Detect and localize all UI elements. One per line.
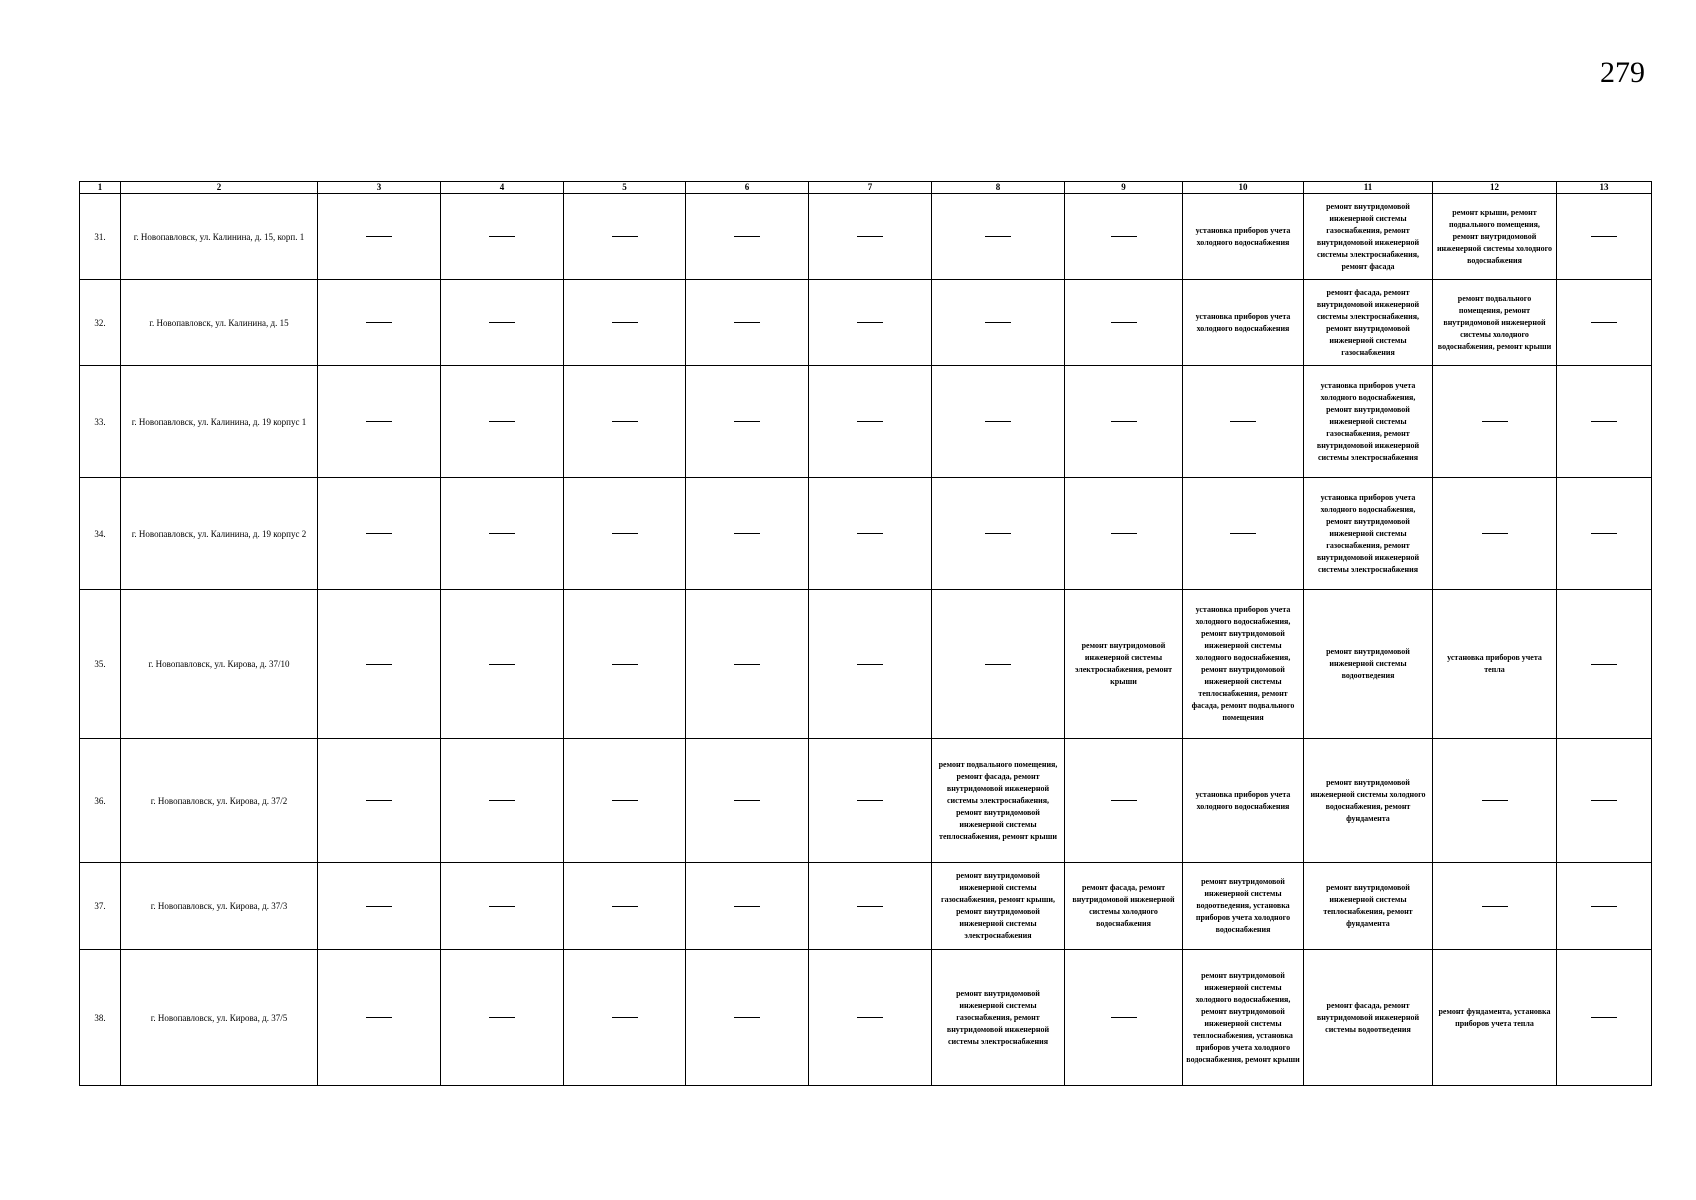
dash-mark bbox=[366, 421, 392, 422]
address-cell: г. Новопавловск, ул. Кирова, д. 37/5 bbox=[121, 950, 318, 1086]
empty-cell-dash bbox=[1557, 194, 1652, 280]
header-cell: 10 bbox=[1183, 182, 1304, 194]
empty-cell-dash bbox=[318, 194, 441, 280]
page-number: 279 bbox=[1600, 56, 1645, 89]
work-description-cell: установка приборов учета холодного водоснабжения bbox=[1183, 739, 1304, 863]
empty-cell-dash bbox=[564, 194, 686, 280]
dash-mark bbox=[612, 236, 638, 237]
work-description-cell: ремонт внутридомовой инженерной системы газоснабжения, ремонт внутридомовой инженерной системы электроснабжения, ремонт фасада bbox=[1304, 194, 1433, 280]
header-cell: 13 bbox=[1557, 182, 1652, 194]
address-cell: г. Новопавловск, ул. Кирова, д. 37/3 bbox=[121, 863, 318, 950]
row-number: 36. bbox=[80, 739, 121, 863]
empty-cell-dash bbox=[932, 366, 1065, 478]
work-description-cell: ремонт фасада, ремонт внутридомовой инженерной системы электроснабжения, ремонт внутридомовой инженерной системы газоснабжения bbox=[1304, 280, 1433, 366]
dash-mark bbox=[1482, 800, 1508, 801]
header-cell: 9 bbox=[1065, 182, 1183, 194]
row-number: 38. bbox=[80, 950, 121, 1086]
work-description-cell: ремонт внутридомовой инженерной системы газоснабжения, ремонт крыши, ремонт внутридомовой инженерной системы электроснабжения bbox=[932, 863, 1065, 950]
empty-cell-dash bbox=[441, 366, 564, 478]
empty-cell-dash bbox=[809, 280, 932, 366]
empty-cell-dash bbox=[1065, 739, 1183, 863]
empty-cell-dash bbox=[686, 590, 809, 739]
dash-mark bbox=[1230, 421, 1256, 422]
row-number: 35. bbox=[80, 590, 121, 739]
work-description-cell: установка приборов учета холодного водоснабжения, ремонт внутридомовой инженерной системы газоснабжения, ремонт внутридомовой инженерной системы электроснабжения bbox=[1304, 366, 1433, 478]
row-number: 34. bbox=[80, 478, 121, 590]
dash-mark bbox=[734, 421, 760, 422]
address-cell: г. Новопавловск, ул. Кирова, д. 37/10 bbox=[121, 590, 318, 739]
dash-mark bbox=[612, 800, 638, 801]
dash-mark bbox=[612, 533, 638, 534]
dash-mark bbox=[734, 800, 760, 801]
empty-cell-dash bbox=[809, 478, 932, 590]
empty-cell-dash bbox=[318, 280, 441, 366]
address-cell: г. Новопавловск, ул. Калинина, д. 15, корп. 1 bbox=[121, 194, 318, 280]
dash-mark bbox=[489, 664, 515, 665]
header-cell: 11 bbox=[1304, 182, 1433, 194]
empty-cell-dash bbox=[564, 280, 686, 366]
empty-cell-dash bbox=[441, 863, 564, 950]
dash-mark bbox=[1591, 236, 1617, 237]
empty-cell-dash bbox=[441, 590, 564, 739]
empty-cell-dash bbox=[686, 280, 809, 366]
dash-mark bbox=[366, 800, 392, 801]
address-cell: г. Новопавловск, ул. Кирова, д. 37/2 bbox=[121, 739, 318, 863]
dash-mark bbox=[366, 664, 392, 665]
empty-cell-dash bbox=[686, 739, 809, 863]
dash-mark bbox=[857, 664, 883, 665]
dash-mark bbox=[1111, 322, 1137, 323]
dash-mark bbox=[612, 421, 638, 422]
dash-mark bbox=[734, 906, 760, 907]
dash-mark bbox=[1591, 533, 1617, 534]
table-row bbox=[80, 366, 1652, 478]
dash-mark bbox=[489, 906, 515, 907]
dash-mark bbox=[612, 664, 638, 665]
table-row bbox=[80, 950, 1652, 1086]
empty-cell-dash bbox=[1433, 863, 1557, 950]
dash-mark bbox=[857, 906, 883, 907]
empty-cell-dash bbox=[1433, 478, 1557, 590]
empty-cell-dash bbox=[932, 280, 1065, 366]
empty-cell-dash bbox=[809, 590, 932, 739]
empty-cell-dash bbox=[441, 478, 564, 590]
dash-mark bbox=[857, 421, 883, 422]
work-description-cell: установка приборов учета холодного водоснабжения bbox=[1183, 194, 1304, 280]
dash-mark bbox=[857, 322, 883, 323]
work-description-cell: ремонт внутридомовой инженерной системы теплоснабжения, ремонт фундамента bbox=[1304, 863, 1433, 950]
dash-mark bbox=[489, 236, 515, 237]
empty-cell-dash bbox=[318, 590, 441, 739]
dash-mark bbox=[1111, 1017, 1137, 1018]
work-description-cell: ремонт фундамента, установка приборов учета тепла bbox=[1433, 950, 1557, 1086]
empty-cell-dash bbox=[318, 950, 441, 1086]
dash-mark bbox=[489, 322, 515, 323]
empty-cell-dash bbox=[318, 366, 441, 478]
dash-mark bbox=[612, 1017, 638, 1018]
work-description-cell: установка приборов учета холодного водоснабжения bbox=[1183, 280, 1304, 366]
dash-mark bbox=[1591, 664, 1617, 665]
dash-mark bbox=[1591, 322, 1617, 323]
work-description-cell: ремонт внутридомовой инженерной системы электроснабжения, ремонт крыши bbox=[1065, 590, 1183, 739]
works-table bbox=[79, 181, 1652, 1086]
dash-mark bbox=[489, 1017, 515, 1018]
empty-cell-dash bbox=[1183, 478, 1304, 590]
empty-cell-dash bbox=[1557, 366, 1652, 478]
work-description-cell: ремонт фасада, ремонт внутридомовой инженерной системы водоотведения bbox=[1304, 950, 1433, 1086]
header-cell: 8 bbox=[932, 182, 1065, 194]
empty-cell-dash bbox=[318, 739, 441, 863]
work-description-cell: ремонт внутридомовой инженерной системы холодного водоснабжения, ремонт внутридомовой инженерной системы теплоснабжения, установка приборов учета холодного водоснабжения, ремонт крыши bbox=[1183, 950, 1304, 1086]
empty-cell-dash bbox=[1557, 280, 1652, 366]
dash-mark bbox=[857, 1017, 883, 1018]
dash-mark bbox=[489, 533, 515, 534]
header-row bbox=[80, 182, 1652, 194]
dash-mark bbox=[734, 1017, 760, 1018]
dash-mark bbox=[857, 533, 883, 534]
table-row bbox=[80, 590, 1652, 739]
dash-mark bbox=[366, 533, 392, 534]
dash-mark bbox=[1591, 421, 1617, 422]
header-cell: 5 bbox=[564, 182, 686, 194]
empty-cell-dash bbox=[1065, 280, 1183, 366]
empty-cell-dash bbox=[1557, 590, 1652, 739]
header-cell: 1 bbox=[80, 182, 121, 194]
dash-mark bbox=[1591, 800, 1617, 801]
dash-mark bbox=[985, 421, 1011, 422]
empty-cell-dash bbox=[809, 863, 932, 950]
dash-mark bbox=[734, 236, 760, 237]
empty-cell-dash bbox=[1065, 478, 1183, 590]
dash-mark bbox=[366, 236, 392, 237]
dash-mark bbox=[734, 322, 760, 323]
dash-mark bbox=[612, 906, 638, 907]
empty-cell-dash bbox=[1557, 950, 1652, 1086]
header-cell: 2 bbox=[121, 182, 318, 194]
empty-cell-dash bbox=[686, 194, 809, 280]
address-cell: г. Новопавловск, ул. Калинина, д. 19 корпус 1 bbox=[121, 366, 318, 478]
empty-cell-dash bbox=[1183, 366, 1304, 478]
table-body bbox=[80, 194, 1652, 1086]
empty-cell-dash bbox=[1557, 739, 1652, 863]
header-cell: 4 bbox=[441, 182, 564, 194]
empty-cell-dash bbox=[318, 863, 441, 950]
dash-mark bbox=[489, 800, 515, 801]
row-number: 31. bbox=[80, 194, 121, 280]
header-cell: 7 bbox=[809, 182, 932, 194]
table-row bbox=[80, 739, 1652, 863]
table-row bbox=[80, 863, 1652, 950]
dash-mark bbox=[857, 236, 883, 237]
dash-mark bbox=[366, 322, 392, 323]
dash-mark bbox=[489, 421, 515, 422]
dash-mark bbox=[1230, 533, 1256, 534]
table-row bbox=[80, 194, 1652, 280]
work-description-cell: установка приборов учета холодного водоснабжения, ремонт внутридомовой инженерной системы холодного водоснабжения, ремонт внутридомовой инженерной системы теплоснабжения, ремонт фасада, ремонт подвального помещения bbox=[1183, 590, 1304, 739]
dash-mark bbox=[612, 322, 638, 323]
empty-cell-dash bbox=[1065, 950, 1183, 1086]
address-cell: г. Новопавловск, ул. Калинина, д. 15 bbox=[121, 280, 318, 366]
empty-cell-dash bbox=[1557, 478, 1652, 590]
header-cell: 12 bbox=[1433, 182, 1557, 194]
header-cell: 3 bbox=[318, 182, 441, 194]
header-cell: 6 bbox=[686, 182, 809, 194]
dash-mark bbox=[1111, 236, 1137, 237]
empty-cell-dash bbox=[1557, 863, 1652, 950]
empty-cell-dash bbox=[809, 950, 932, 1086]
empty-cell-dash bbox=[564, 366, 686, 478]
empty-cell-dash bbox=[564, 478, 686, 590]
row-number: 37. bbox=[80, 863, 121, 950]
empty-cell-dash bbox=[441, 739, 564, 863]
empty-cell-dash bbox=[1065, 194, 1183, 280]
empty-cell-dash bbox=[1433, 739, 1557, 863]
work-description-cell: ремонт внутридомовой инженерной системы холодного водоснабжения, ремонт фундамента bbox=[1304, 739, 1433, 863]
dash-mark bbox=[1111, 800, 1137, 801]
dash-mark bbox=[857, 800, 883, 801]
work-description-cell: ремонт внутридомовой инженерной системы водоотведения bbox=[1304, 590, 1433, 739]
empty-cell-dash bbox=[686, 366, 809, 478]
dash-mark bbox=[734, 533, 760, 534]
dash-mark bbox=[985, 664, 1011, 665]
work-description-cell: ремонт фасада, ремонт внутридомовой инженерной системы холодного водоснабжения bbox=[1065, 863, 1183, 950]
dash-mark bbox=[366, 1017, 392, 1018]
dash-mark bbox=[985, 322, 1011, 323]
dash-mark bbox=[1591, 1017, 1617, 1018]
dash-mark bbox=[366, 906, 392, 907]
work-description-cell: ремонт внутридомовой инженерной системы газоснабжения, ремонт внутридомовой инженерной системы электроснабжения bbox=[932, 950, 1065, 1086]
work-description-cell: установка приборов учета холодного водоснабжения, ремонт внутридомовой инженерной системы газоснабжения, ремонт внутридомовой инженерной системы электроснабжения bbox=[1304, 478, 1433, 590]
empty-cell-dash bbox=[564, 950, 686, 1086]
empty-cell-dash bbox=[1065, 366, 1183, 478]
work-description-cell: ремонт подвального помещения, ремонт фасада, ремонт внутридомовой инженерной системы электроснабжения, ремонт внутридомовой инженерной системы теплоснабжения, ремонт крыши bbox=[932, 739, 1065, 863]
dash-mark bbox=[1482, 533, 1508, 534]
empty-cell-dash bbox=[809, 194, 932, 280]
empty-cell-dash bbox=[809, 366, 932, 478]
dash-mark bbox=[1111, 533, 1137, 534]
dash-mark bbox=[1111, 421, 1137, 422]
dash-mark bbox=[734, 664, 760, 665]
work-description-cell: установка приборов учета тепла bbox=[1433, 590, 1557, 739]
empty-cell-dash bbox=[441, 194, 564, 280]
dash-mark bbox=[1482, 421, 1508, 422]
empty-cell-dash bbox=[441, 950, 564, 1086]
empty-cell-dash bbox=[686, 950, 809, 1086]
dash-mark bbox=[985, 236, 1011, 237]
empty-cell-dash bbox=[564, 590, 686, 739]
work-description-cell: ремонт крыши, ремонт подвального помещения, ремонт внутридомовой инженерной системы холодного водоснабжения bbox=[1433, 194, 1557, 280]
empty-cell-dash bbox=[441, 280, 564, 366]
dash-mark bbox=[1482, 906, 1508, 907]
empty-cell-dash bbox=[686, 478, 809, 590]
table-row bbox=[80, 478, 1652, 590]
empty-cell-dash bbox=[564, 863, 686, 950]
empty-cell-dash bbox=[686, 863, 809, 950]
empty-cell-dash bbox=[932, 590, 1065, 739]
empty-cell-dash bbox=[1433, 366, 1557, 478]
work-description-cell: ремонт внутридомовой инженерной системы водоотведения, установка приборов учета холодного водоснабжения bbox=[1183, 863, 1304, 950]
table-row bbox=[80, 280, 1652, 366]
empty-cell-dash bbox=[564, 739, 686, 863]
empty-cell-dash bbox=[932, 194, 1065, 280]
address-cell: г. Новопавловск, ул. Калинина, д. 19 корпус 2 bbox=[121, 478, 318, 590]
empty-cell-dash bbox=[932, 478, 1065, 590]
work-description-cell: ремонт подвального помещения, ремонт внутридомовой инженерной системы холодного водоснабжения, ремонт крыши bbox=[1433, 280, 1557, 366]
dash-mark bbox=[985, 533, 1011, 534]
empty-cell-dash bbox=[809, 739, 932, 863]
row-number: 32. bbox=[80, 280, 121, 366]
dash-mark bbox=[1591, 906, 1617, 907]
row-number: 33. bbox=[80, 366, 121, 478]
empty-cell-dash bbox=[318, 478, 441, 590]
